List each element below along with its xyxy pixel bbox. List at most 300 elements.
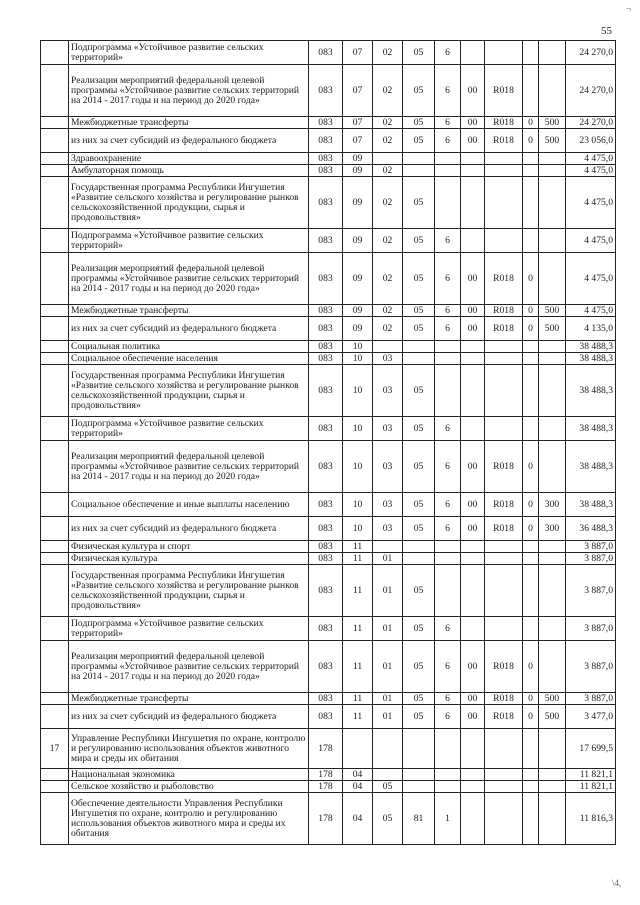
amount: 4 475,0 [566, 165, 616, 177]
target-code-part-1: 05 [403, 317, 435, 341]
ved-code: 083 [309, 441, 343, 493]
amount: 24 270,0 [566, 41, 616, 65]
expense-type-code [539, 565, 566, 617]
expense-type-code [539, 781, 566, 793]
subsection-code: 03 [373, 417, 403, 441]
target-code-part-5: 0 [523, 117, 539, 129]
expense-type-code [539, 177, 566, 229]
row-number [41, 365, 69, 417]
section-code: 11 [343, 693, 373, 705]
subsection-code: 01 [373, 617, 403, 641]
target-code-part-1 [403, 781, 435, 793]
row-name: Подпрограмма «Устойчивое развитие сельских территорий» [69, 417, 309, 441]
amount: 11 821,1 [566, 769, 616, 781]
expense-type-code: 500 [539, 129, 566, 153]
row-name: Государственная программа Республики Ингушетия «Развитие сельского хозяйства и регулирование рынков сельскохозяйственной продукции, сырья и продовольствия» [69, 365, 309, 417]
section-code: 09 [343, 229, 373, 253]
target-code-part-2: 6 [435, 441, 461, 493]
table-row [41, 417, 616, 441]
section-code: 10 [343, 517, 373, 541]
target-code-part-5: 0 [523, 253, 539, 305]
target-code-part-5 [523, 793, 539, 845]
target-code-part-5 [523, 177, 539, 229]
ved-code: 083 [309, 153, 343, 165]
target-code-part-3 [461, 729, 485, 769]
row-name: из них за счет субсидий из федерального бюджета [69, 517, 309, 541]
target-code-part-2: 6 [435, 517, 461, 541]
section-code: 11 [343, 641, 373, 693]
row-number: 17 [41, 729, 69, 769]
amount: 4 475,0 [566, 305, 616, 317]
ved-code: 178 [309, 793, 343, 845]
target-code-part-1: 05 [403, 493, 435, 517]
target-code-part-4: R018 [485, 441, 523, 493]
row-number [41, 153, 69, 165]
target-code-part-1: 05 [403, 117, 435, 129]
target-code-part-4: R018 [485, 693, 523, 705]
target-code-part-3 [461, 781, 485, 793]
row-name: Межбюджетные трансферты [69, 117, 309, 129]
target-code-part-1 [403, 165, 435, 177]
table-row [41, 517, 616, 541]
subsection-code: 03 [373, 441, 403, 493]
target-code-part-2: 6 [435, 705, 461, 729]
expense-type-code: 500 [539, 705, 566, 729]
table-row [41, 341, 616, 353]
section-code: 07 [343, 65, 373, 117]
subsection-code: 03 [373, 365, 403, 417]
amount: 11 821,1 [566, 781, 616, 793]
target-code-part-4 [485, 769, 523, 781]
amount: 24 270,0 [566, 117, 616, 129]
table-row [41, 793, 616, 845]
target-code-part-3 [461, 769, 485, 781]
target-code-part-1: 05 [403, 65, 435, 117]
table-row [41, 565, 616, 617]
amount: 3 887,0 [566, 693, 616, 705]
target-code-part-1: 05 [403, 229, 435, 253]
row-number [41, 229, 69, 253]
section-code: 10 [343, 441, 373, 493]
target-code-part-5: 0 [523, 305, 539, 317]
row-name: Подпрограмма «Устойчивое развитие сельских территорий» [69, 229, 309, 253]
row-number [41, 617, 69, 641]
row-number [41, 769, 69, 781]
target-code-part-2 [435, 553, 461, 565]
target-code-part-2: 1 [435, 793, 461, 845]
target-code-part-4 [485, 617, 523, 641]
amount: 38 488,3 [566, 353, 616, 365]
target-code-part-4 [485, 353, 523, 365]
row-name: Государственная программа Республики Ингушетия «Развитие сельского хозяйства и регулирование рынков сельскохозяйственной продукции, сырья и продовольствия» [69, 565, 309, 617]
target-code-part-4: R018 [485, 253, 523, 305]
row-number [41, 41, 69, 65]
row-number [41, 341, 69, 353]
target-code-part-3: 00 [461, 441, 485, 493]
subsection-code: 02 [373, 317, 403, 341]
expense-type-code: 300 [539, 493, 566, 517]
subsection-code: 02 [373, 117, 403, 129]
subsection-code: 02 [373, 253, 403, 305]
row-name: Социальное обеспечение и иные выплаты населению [69, 493, 309, 517]
target-code-part-3 [461, 41, 485, 65]
row-number [41, 441, 69, 493]
amount: 24 270,0 [566, 65, 616, 117]
ved-code: 083 [309, 305, 343, 317]
expense-type-code [539, 341, 566, 353]
table-row [41, 253, 616, 305]
row-name: Межбюджетные трансферты [69, 693, 309, 705]
row-name: из них за счет субсидий из федерального бюджета [69, 317, 309, 341]
row-number [41, 417, 69, 441]
target-code-part-2 [435, 769, 461, 781]
row-number [41, 517, 69, 541]
row-number [41, 541, 69, 553]
amount: 3 887,0 [566, 617, 616, 641]
subsection-code [373, 541, 403, 553]
target-code-part-5 [523, 153, 539, 165]
amount: 4 475,0 [566, 229, 616, 253]
ved-code: 083 [309, 353, 343, 365]
row-name: Обеспечение деятельности Управления Республики Ингушетия по охране, контролю и регулированию использования объектов животного мира и среды их обитания [69, 793, 309, 845]
target-code-part-2 [435, 565, 461, 617]
expense-type-code [539, 165, 566, 177]
table-row [41, 353, 616, 365]
target-code-part-4 [485, 365, 523, 417]
target-code-part-2: 6 [435, 65, 461, 117]
table-row [41, 781, 616, 793]
amount: 23 056,0 [566, 129, 616, 153]
target-code-part-1: 05 [403, 305, 435, 317]
expense-type-code: 300 [539, 517, 566, 541]
row-number [41, 129, 69, 153]
target-code-part-3: 00 [461, 641, 485, 693]
expense-type-code [539, 541, 566, 553]
table-row [41, 641, 616, 693]
amount: 4 475,0 [566, 153, 616, 165]
row-number [41, 705, 69, 729]
amount: 3 477,0 [566, 705, 616, 729]
target-code-part-1 [403, 153, 435, 165]
target-code-part-3: 00 [461, 65, 485, 117]
ved-code: 083 [309, 177, 343, 229]
ved-code: 083 [309, 417, 343, 441]
row-name: Социальная политика [69, 341, 309, 353]
target-code-part-4 [485, 177, 523, 229]
subsection-code: 03 [373, 517, 403, 541]
target-code-part-1 [403, 353, 435, 365]
amount: 11 816,3 [566, 793, 616, 845]
subsection-code: 02 [373, 65, 403, 117]
target-code-part-4 [485, 229, 523, 253]
row-number [41, 553, 69, 565]
table-row [41, 693, 616, 705]
section-code: 04 [343, 793, 373, 845]
target-code-part-5: 0 [523, 129, 539, 153]
section-code: 11 [343, 553, 373, 565]
target-code-part-5 [523, 729, 539, 769]
row-number [41, 353, 69, 365]
row-name: Реализация мероприятий федеральной целевой программы «Устойчивое развитие сельских территорий на 2014 - 2017 годы и на период до 2020 года» [69, 641, 309, 693]
section-code: 09 [343, 165, 373, 177]
target-code-part-5: 0 [523, 517, 539, 541]
subsection-code: 02 [373, 305, 403, 317]
target-code-part-5 [523, 769, 539, 781]
table-row [41, 617, 616, 641]
section-code: 09 [343, 153, 373, 165]
target-code-part-4 [485, 541, 523, 553]
ved-code: 083 [309, 65, 343, 117]
row-name: Подпрограмма «Устойчивое развитие сельских территорий» [69, 41, 309, 65]
target-code-part-5: 0 [523, 693, 539, 705]
section-code: 04 [343, 781, 373, 793]
target-code-part-2: 6 [435, 417, 461, 441]
target-code-part-2 [435, 541, 461, 553]
row-number [41, 493, 69, 517]
ved-code: 083 [309, 229, 343, 253]
subsection-code: 02 [373, 41, 403, 65]
target-code-part-4 [485, 553, 523, 565]
subsection-code [373, 153, 403, 165]
target-code-part-2: 6 [435, 117, 461, 129]
subsection-code: 01 [373, 641, 403, 693]
target-code-part-5 [523, 65, 539, 117]
target-code-part-2: 6 [435, 129, 461, 153]
target-code-part-1: 05 [403, 565, 435, 617]
amount: 38 488,3 [566, 341, 616, 353]
amount: 3 887,0 [566, 565, 616, 617]
expense-type-code [539, 441, 566, 493]
row-number [41, 253, 69, 305]
target-code-part-4 [485, 417, 523, 441]
table-row [41, 129, 616, 153]
target-code-part-2: 6 [435, 693, 461, 705]
subsection-code: 02 [373, 165, 403, 177]
section-code: 09 [343, 253, 373, 305]
target-code-part-5 [523, 365, 539, 417]
target-code-part-4 [485, 153, 523, 165]
subsection-code: 03 [373, 353, 403, 365]
subsection-code [373, 729, 403, 769]
target-code-part-2: 6 [435, 617, 461, 641]
row-name: Подпрограмма «Устойчивое развитие сельских территорий» [69, 617, 309, 641]
target-code-part-5 [523, 617, 539, 641]
target-code-part-5: 0 [523, 493, 539, 517]
target-code-part-2 [435, 781, 461, 793]
expense-type-code [539, 65, 566, 117]
ved-code: 178 [309, 729, 343, 769]
ved-code: 083 [309, 165, 343, 177]
scan-mark-bottom: \4, [612, 878, 622, 888]
target-code-part-5: 0 [523, 441, 539, 493]
subsection-code [373, 769, 403, 781]
target-code-part-5: 0 [523, 317, 539, 341]
section-code: 10 [343, 365, 373, 417]
target-code-part-3: 00 [461, 517, 485, 541]
row-name: Реализация мероприятий федеральной целевой программы «Устойчивое развитие сельских территорий на 2014 - 2017 годы и на период до 2020 года» [69, 253, 309, 305]
ved-code: 083 [309, 617, 343, 641]
target-code-part-1: 05 [403, 417, 435, 441]
target-code-part-2: 6 [435, 253, 461, 305]
expense-type-code [539, 729, 566, 769]
section-code: 11 [343, 565, 373, 617]
section-code: 09 [343, 305, 373, 317]
subsection-code: 01 [373, 705, 403, 729]
expense-type-code [539, 553, 566, 565]
ved-code: 083 [309, 253, 343, 305]
row-number [41, 781, 69, 793]
row-number [41, 793, 69, 845]
target-code-part-3: 00 [461, 705, 485, 729]
section-code: 09 [343, 177, 373, 229]
section-code: 07 [343, 41, 373, 65]
expense-type-code: 500 [539, 305, 566, 317]
row-number [41, 165, 69, 177]
expense-type-code [539, 769, 566, 781]
target-code-part-1: 05 [403, 641, 435, 693]
target-code-part-3: 00 [461, 253, 485, 305]
target-code-part-2 [435, 177, 461, 229]
expense-type-code [539, 353, 566, 365]
target-code-part-4 [485, 41, 523, 65]
expense-type-code [539, 617, 566, 641]
subsection-code: 03 [373, 493, 403, 517]
row-name: Реализация мероприятий федеральной целевой программы «Устойчивое развитие сельских территорий на 2014 - 2017 годы и на период до 2020 года» [69, 65, 309, 117]
target-code-part-4 [485, 565, 523, 617]
target-code-part-4: R018 [485, 705, 523, 729]
expense-type-code [539, 41, 566, 65]
target-code-part-3 [461, 229, 485, 253]
target-code-part-5 [523, 353, 539, 365]
target-code-part-2 [435, 153, 461, 165]
target-code-part-3 [461, 541, 485, 553]
row-name: из них за счет субсидий из федерального бюджета [69, 705, 309, 729]
target-code-part-1: 05 [403, 253, 435, 305]
target-code-part-5: 0 [523, 705, 539, 729]
target-code-part-2 [435, 341, 461, 353]
row-name: Здравоохранение [69, 153, 309, 165]
target-code-part-1: 05 [403, 441, 435, 493]
table-row [41, 365, 616, 417]
subsection-code: 01 [373, 565, 403, 617]
table-row [41, 65, 616, 117]
target-code-part-3: 00 [461, 305, 485, 317]
section-code: 10 [343, 341, 373, 353]
target-code-part-3 [461, 177, 485, 229]
ved-code: 083 [309, 565, 343, 617]
section-code: 11 [343, 541, 373, 553]
row-name: Социальное обеспечение населения [69, 353, 309, 365]
target-code-part-2: 6 [435, 317, 461, 341]
target-code-part-4 [485, 729, 523, 769]
target-code-part-1 [403, 769, 435, 781]
target-code-part-1: 05 [403, 617, 435, 641]
section-code: 11 [343, 705, 373, 729]
target-code-part-1: 05 [403, 517, 435, 541]
subsection-code: 05 [373, 793, 403, 845]
row-name: Государственная программа Республики Ингушетия «Развитие сельского хозяйства и регулирование рынков сельскохозяйственной продукции, сырья и продовольствия» [69, 177, 309, 229]
target-code-part-5 [523, 781, 539, 793]
ved-code: 083 [309, 117, 343, 129]
amount: 3 887,0 [566, 541, 616, 553]
target-code-part-5 [523, 165, 539, 177]
section-code: 10 [343, 493, 373, 517]
target-code-part-3 [461, 553, 485, 565]
target-code-part-3: 00 [461, 117, 485, 129]
section-code: 09 [343, 317, 373, 341]
expense-type-code [539, 793, 566, 845]
row-number [41, 65, 69, 117]
expense-type-code [539, 229, 566, 253]
target-code-part-3: 00 [461, 129, 485, 153]
table-row [41, 229, 616, 253]
target-code-part-5 [523, 341, 539, 353]
row-name: из них за счет субсидий из федерального бюджета [69, 129, 309, 153]
ved-code: 083 [309, 493, 343, 517]
target-code-part-2: 6 [435, 493, 461, 517]
target-code-part-3: 00 [461, 493, 485, 517]
target-code-part-1 [403, 729, 435, 769]
target-code-part-5 [523, 565, 539, 617]
target-code-part-5 [523, 553, 539, 565]
target-code-part-4 [485, 165, 523, 177]
amount: 38 488,3 [566, 493, 616, 517]
target-code-part-3 [461, 365, 485, 417]
target-code-part-5 [523, 41, 539, 65]
target-code-part-2: 6 [435, 41, 461, 65]
target-code-part-3 [461, 165, 485, 177]
target-code-part-2 [435, 165, 461, 177]
target-code-part-5 [523, 229, 539, 253]
page-number: 55 [601, 25, 612, 37]
target-code-part-1: 05 [403, 129, 435, 153]
ved-code: 178 [309, 769, 343, 781]
row-name: Сельское хозяйство и рыболовство [69, 781, 309, 793]
table-row [41, 729, 616, 769]
table-row [41, 441, 616, 493]
expense-type-code [539, 417, 566, 441]
row-name: Физическая культура [69, 553, 309, 565]
target-code-part-3 [461, 341, 485, 353]
target-code-part-5 [523, 541, 539, 553]
amount: 3 887,0 [566, 641, 616, 693]
target-code-part-2: 6 [435, 229, 461, 253]
target-code-part-3 [461, 353, 485, 365]
ved-code: 083 [309, 317, 343, 341]
expense-type-code [539, 641, 566, 693]
target-code-part-2 [435, 729, 461, 769]
section-code: 07 [343, 129, 373, 153]
ved-code: 083 [309, 129, 343, 153]
target-code-part-4: R018 [485, 317, 523, 341]
expense-type-code: 500 [539, 117, 566, 129]
subsection-code: 02 [373, 229, 403, 253]
expense-type-code [539, 365, 566, 417]
target-code-part-1: 05 [403, 365, 435, 417]
budget-table [40, 40, 616, 845]
row-number [41, 305, 69, 317]
target-code-part-1: 05 [403, 693, 435, 705]
target-code-part-1 [403, 541, 435, 553]
target-code-part-4 [485, 341, 523, 353]
target-code-part-4: R018 [485, 517, 523, 541]
target-code-part-4: R018 [485, 117, 523, 129]
row-number [41, 317, 69, 341]
row-name: Управление Республики Ингушетия по охране, контролю и регулированию использования объектов животного мира и среды их обитания [69, 729, 309, 769]
target-code-part-2: 6 [435, 641, 461, 693]
subsection-code: 05 [373, 781, 403, 793]
section-code [343, 729, 373, 769]
